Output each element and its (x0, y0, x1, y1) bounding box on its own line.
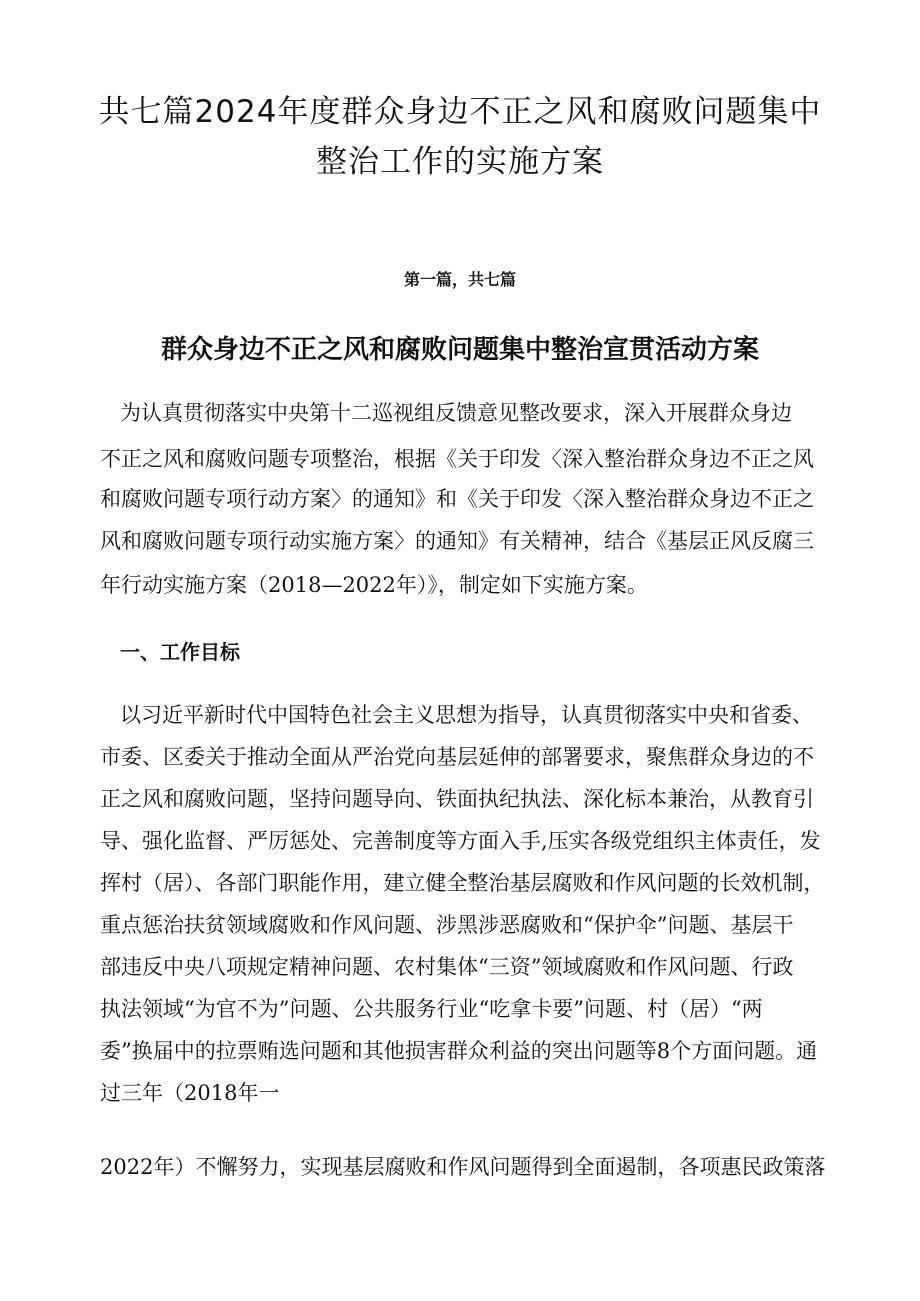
document-title-line-1: 共七篇2024年度群众身边不正之风和腐败问题集中 (98, 94, 822, 130)
paragraph-1-line: 风和腐败问题专项行动实施方案〉的通知》有关精神，结合《基层正风反腐三 (100, 529, 814, 553)
paragraph-1-line: 不正之风和腐败问题专项整治，根据《关于印发〈深入整治群众身边不正之风 (100, 447, 814, 471)
paragraph-2-line: 以习近平新时代中国特色社会主义思想为指导，认真贯彻落实中央和省委、 (120, 703, 813, 727)
paragraph-2-line: 正之风和腐败问题，坚持问题导向、铁面执纪执法、深化标本兼治，从教育引 (100, 787, 814, 811)
paragraph-2-line: 过三年（2018年一 (100, 1081, 280, 1105)
paragraph-2-line: 市委、区委关于推动全面从严治党向基层延伸的部署要求，聚焦群众身边的不 (100, 745, 814, 769)
paragraph-3-line: 2022年）不懈努力，实现基层腐败和作风问题得到全面遏制，各项惠民政策落 (100, 1155, 826, 1179)
paragraph-1-line: 为认真贯彻落实中央第十二巡视组反馈意见整改要求，深入开展群众身边 (120, 401, 792, 425)
paragraph-2-line: 重点惩治扶贫领域腐败和作风问题、涉黑涉恶腐败和“保护伞”问题、基层干 (100, 913, 794, 937)
subheading-work-goals: 一、工作目标 (120, 640, 240, 664)
paragraph-2-line: 执法领域“为官不为”问题、公共服务行业“吃拿卡要”问题、村（居）“两 (100, 997, 763, 1021)
paragraph-2-line: 部违反中央八项规定精神问题、农村集体“三资”领域腐败和作风问题、行政 (100, 955, 794, 979)
paragraph-2-line: 导、强化监督、严厉惩处、完善制度等方面入手,压实各级党组织主体责任，发 (100, 829, 821, 853)
section-label: 第一篇，共七篇 (403, 270, 516, 289)
paragraph-1-line: 年行动实施方案（2018—2022年）》，制定如下实施方案。 (100, 573, 648, 597)
paragraph-2-line: 委”换届中的拉票贿选问题和其他损害群众利益的突出问题等8个方面问题。通 (100, 1039, 818, 1063)
section-heading: 群众身边不正之风和腐败问题集中整治宣贯活动方案 (160, 335, 759, 365)
paragraph-2-line: 挥村（居）、各部门职能作用，建立健全整治基层腐败和作风问题的长效机制， (100, 871, 825, 895)
document-title-line-2: 整治工作的实施方案 (316, 144, 604, 180)
paragraph-1-line: 和腐败问题专项行动方案〉的通知》和《关于印发〈深入整治群众身边不正之 (100, 487, 814, 511)
